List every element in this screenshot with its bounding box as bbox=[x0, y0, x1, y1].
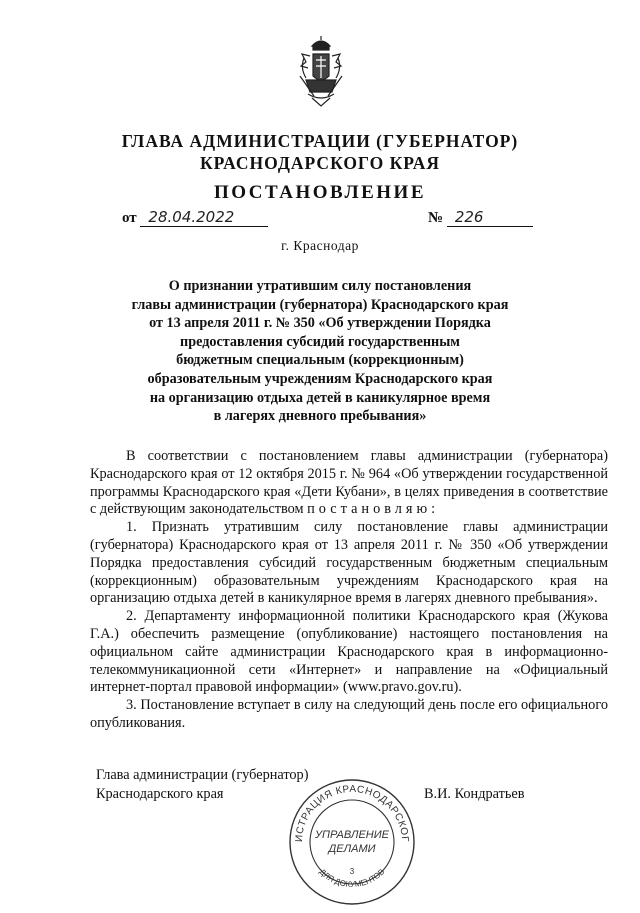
title-line: на организацию отдыха детей в каникулярное время bbox=[149, 389, 491, 406]
signatory-position bbox=[96, 766, 308, 804]
stamp-center-line-1: УПРАВЛЕНИЕ bbox=[315, 829, 389, 841]
coat-of-arms-emblem bbox=[298, 36, 344, 108]
number-block bbox=[428, 208, 533, 227]
position-line-2: Краснодарского края bbox=[96, 786, 224, 802]
preamble-paragraph bbox=[90, 448, 608, 519]
item-1-paragraph: 1. Признать утратившим силу постановление главы администрации (губернатора) Краснодарского края от 13 апреля 2011 г. № 350 «Об утверждении Порядка предоставления субсидий государственным бюджетным специальным (коррекционным) образовательным учреждениям Краснодарского края на организацию отдыха детей в каникулярное время в лагерях дневного пребывания». bbox=[90, 519, 608, 607]
title-line: бюджетным специальным (коррекционным) bbox=[176, 352, 464, 369]
authority-line-2: КРАСНОДАРСКОГО КРАЯ bbox=[199, 153, 441, 173]
signatory-name: В.И. Кондратьев bbox=[424, 786, 525, 802]
issuing-authority bbox=[0, 130, 640, 174]
number-value: 226 bbox=[447, 208, 533, 227]
title-line: образовательным учреждениям Краснодарского края bbox=[147, 370, 493, 387]
stamp-seal-icon bbox=[286, 776, 418, 908]
stamp-number: 3 bbox=[349, 867, 355, 876]
official-stamp bbox=[286, 776, 418, 908]
stamp-bottom-text: ДЛЯ ДОКУМЕНТОВ bbox=[317, 867, 387, 889]
stamp-center-line-2: ДЕЛАМИ bbox=[328, 843, 376, 855]
document-type: ПОСТАНОВЛЕНИЕ bbox=[213, 182, 427, 203]
title-line: от 13 апреля 2011 г. № 350 «Об утверждении Порядка bbox=[149, 315, 491, 332]
item-3-paragraph: 3. Постановление вступает в силу на следующий день после его официального опубликования. bbox=[90, 697, 608, 731]
date-label: от bbox=[122, 210, 137, 226]
item-2-paragraph: 2. Департаменту информационной политики Краснодарского края (Жукова Г.А.) обеспечить размещение (опубликование) настоящего постановления на официальном сайте администрации Краснодарского края в информационно-телекоммуникационной сети «Интернет» и направление на «Официальный интернет-портал правовой информации» (www.pravo.gov.ru). bbox=[90, 608, 608, 696]
date-value: 28.04.2022 bbox=[140, 208, 268, 227]
title-line: в лагерях дневного пребывания» bbox=[213, 408, 427, 425]
authority-line-1: ГЛАВА АДМИНИСТРАЦИИ (ГУБЕРНАТОР) bbox=[121, 131, 519, 151]
krasnodar-krai-coat-of-arms-icon bbox=[298, 36, 344, 108]
number-label: № bbox=[428, 210, 444, 226]
position-line-1: Глава администрации (губернатор) bbox=[96, 767, 309, 783]
title-line: предоставления субсидий государственным bbox=[180, 333, 460, 350]
preamble-text: В соответствии с постановлением главы администрации (губернатора) Краснодарского края от 12 октября 2015 г. № 964 «Об утверждении государственной программы Краснодарского края «Дети Кубани», в целях приведения в соответствие с действующим законодательством bbox=[90, 448, 608, 518]
title-line: О признании утратившим силу постановления bbox=[168, 278, 472, 294]
date-block bbox=[122, 208, 268, 227]
document-body bbox=[90, 448, 608, 733]
city: г. Краснодар bbox=[281, 238, 359, 253]
stamp-ring-text: ИСТРАЦИЯ КРАСНОДАРСКОГ bbox=[293, 783, 411, 843]
decree-word: постановляю: bbox=[307, 501, 440, 518]
document-title bbox=[0, 277, 640, 426]
title-line: главы администрации (губернатора) Краснодарского края bbox=[131, 296, 509, 313]
